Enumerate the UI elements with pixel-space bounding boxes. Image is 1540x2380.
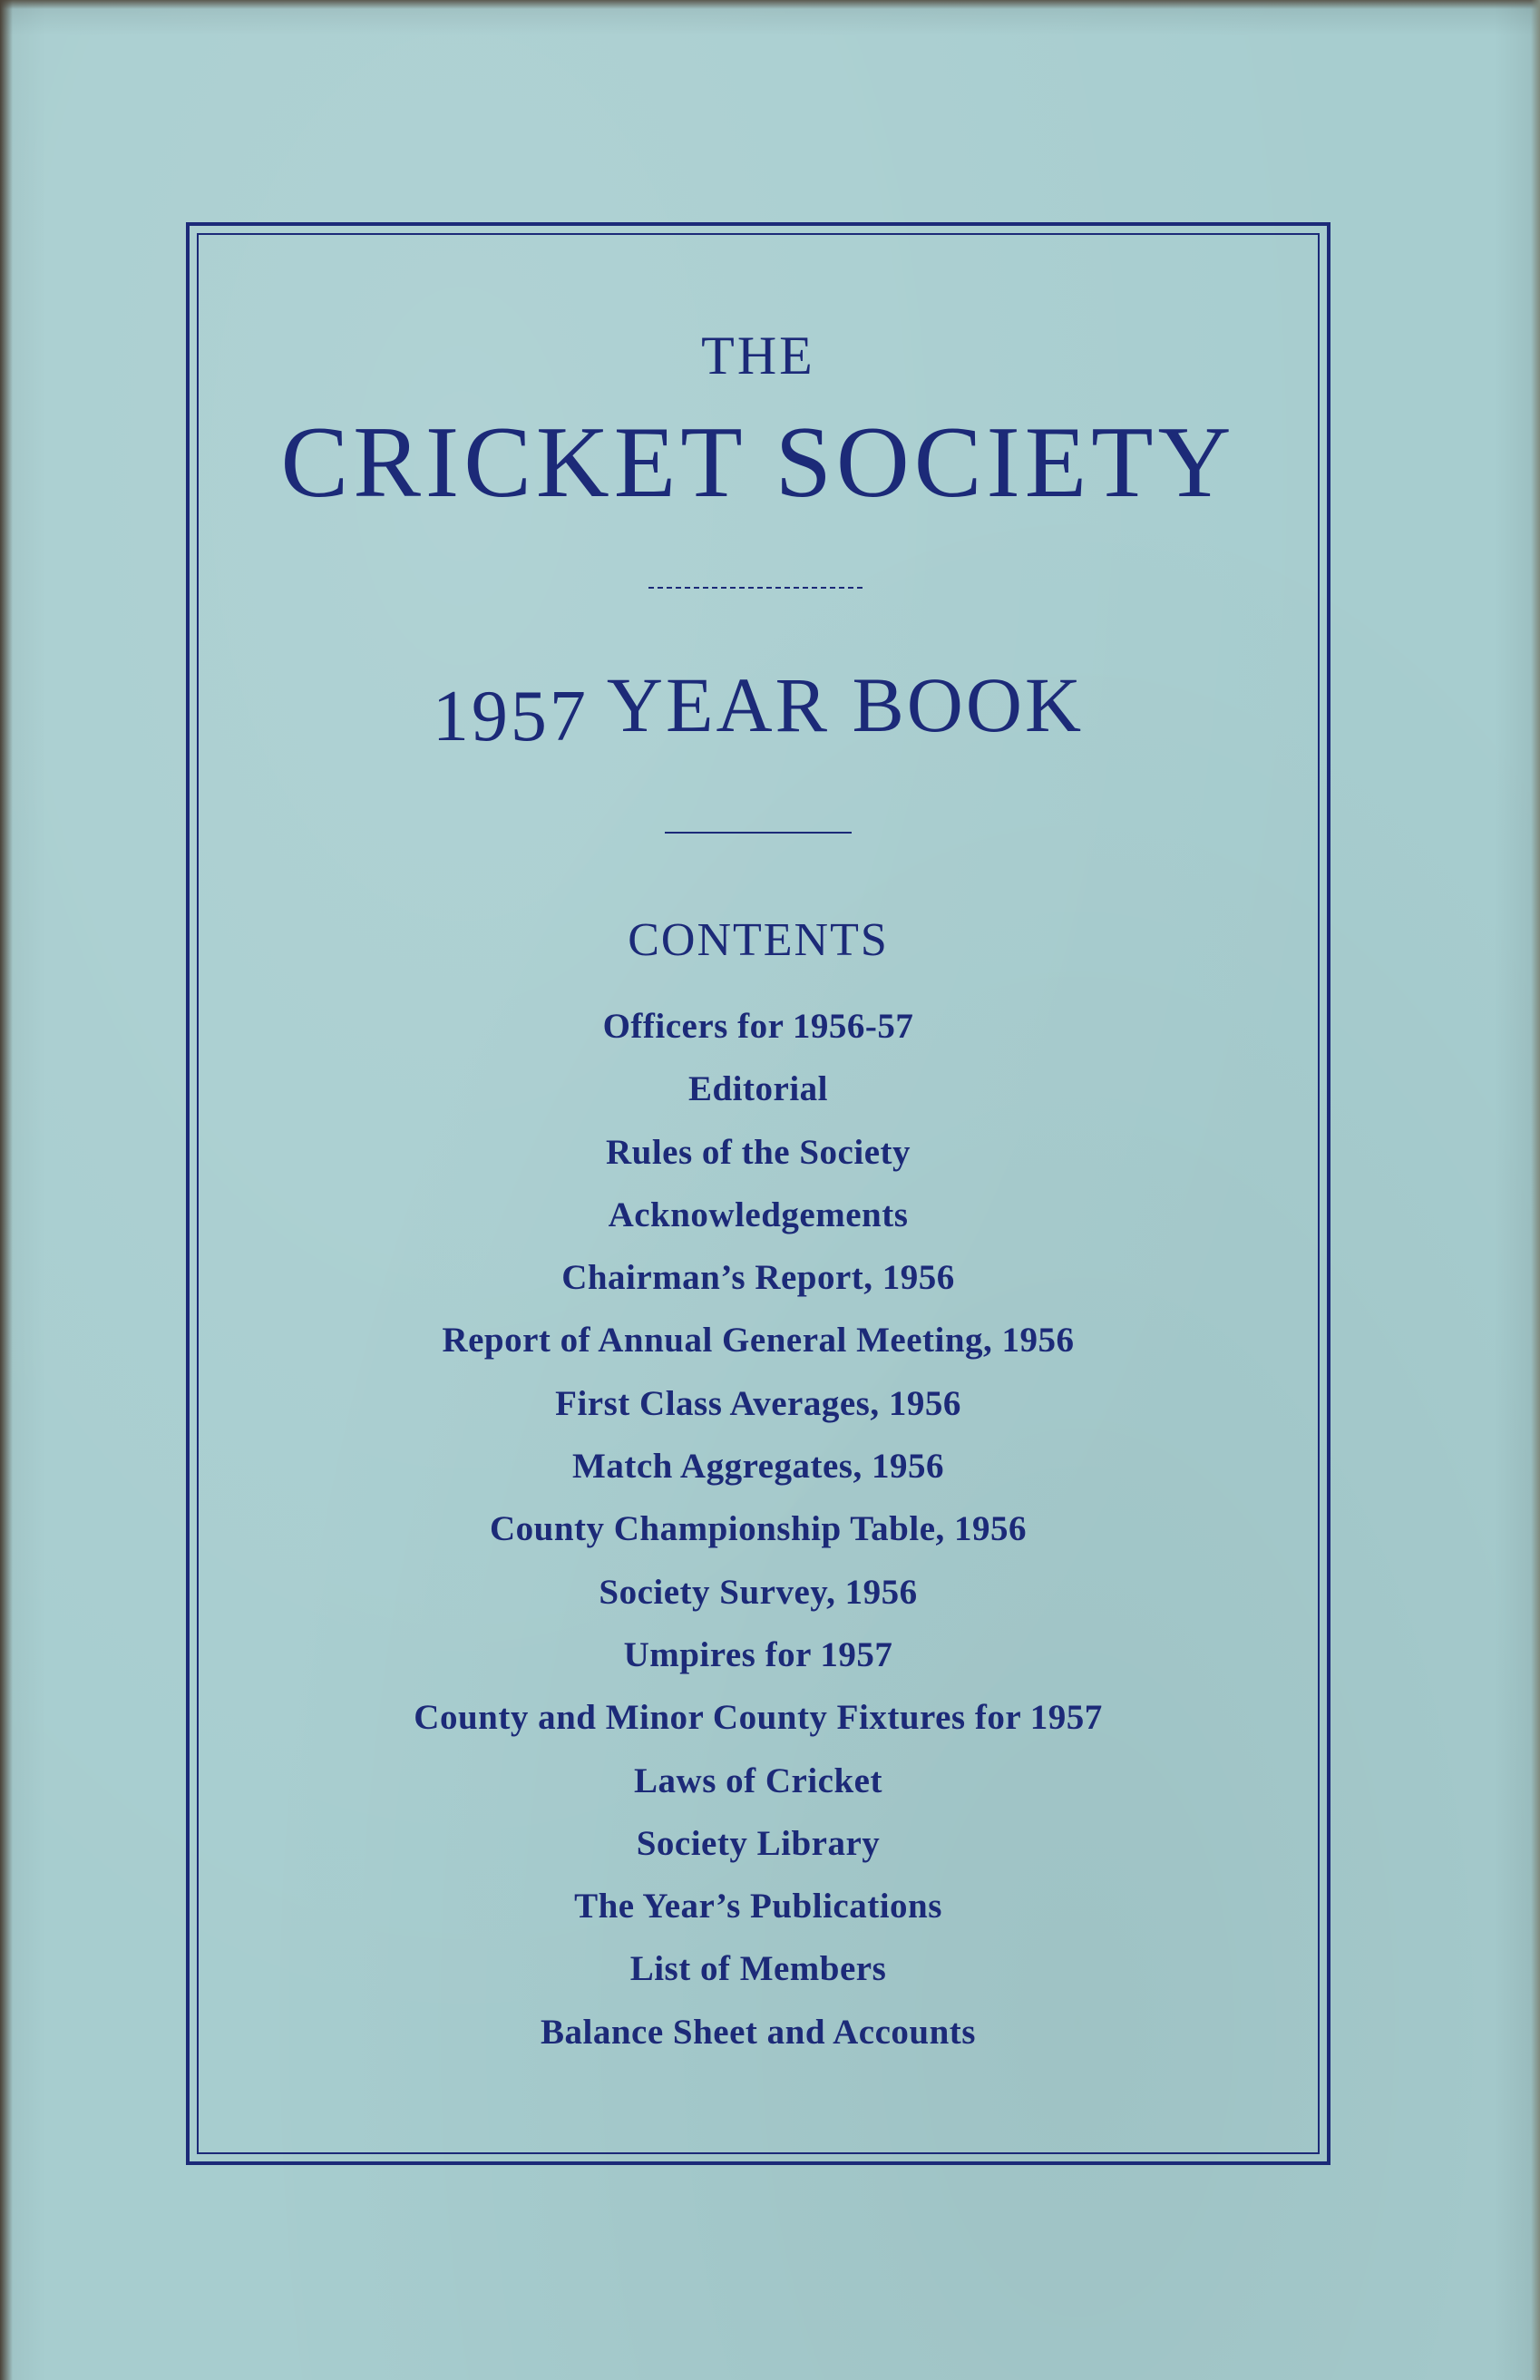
contents-item: Laws of Cricket: [634, 1761, 882, 1800]
cover-spine-edge: [0, 0, 13, 2380]
contents-item: Balance Sheet and Accounts: [541, 2012, 976, 2052]
contents-item: List of Members: [629, 1949, 887, 1989]
contents-item: County Championship Table, 1956: [489, 1509, 1028, 1549]
contents-item: Rules of the Society: [605, 1132, 911, 1172]
contents-item: Officers for 1956-57: [602, 1007, 914, 1046]
divider-rule: [665, 832, 852, 834]
yearbook-label: YEAR BOOK: [606, 661, 1085, 748]
contents-item: Match Aggregates, 1956: [572, 1447, 944, 1487]
contents-item: Society Survey, 1956: [599, 1572, 918, 1612]
contents-item: Report of Annual General Meeting, 1956: [442, 1321, 1075, 1361]
contents-item: Society Library: [636, 1823, 881, 1863]
year-number: 1957: [432, 677, 589, 756]
divider-rule: [648, 587, 863, 589]
contents-item: Chairman’s Report, 1956: [561, 1258, 955, 1298]
cover-top-edge: [0, 0, 1540, 9]
cover-right-edge: [1531, 0, 1540, 2380]
contents-item: Editorial: [687, 1069, 828, 1109]
contents-item: The Year’s Publications: [574, 1887, 942, 1926]
contents-heading: CONTENTS: [628, 914, 889, 966]
yearbook-title: [197, 659, 1320, 756]
contents-item: County and Minor County Fixtures for 1957: [414, 1698, 1103, 1738]
cover-content: [197, 233, 1320, 2154]
contents-item: Umpires for 1957: [623, 1634, 893, 1674]
contents-item: Acknowledgements: [608, 1195, 909, 1234]
title-society: CRICKET SOCIETY: [280, 406, 1236, 519]
title-the: THE: [701, 326, 815, 385]
contents-item: First Class Averages, 1956: [555, 1383, 961, 1423]
contents-list: [197, 995, 1320, 2063]
